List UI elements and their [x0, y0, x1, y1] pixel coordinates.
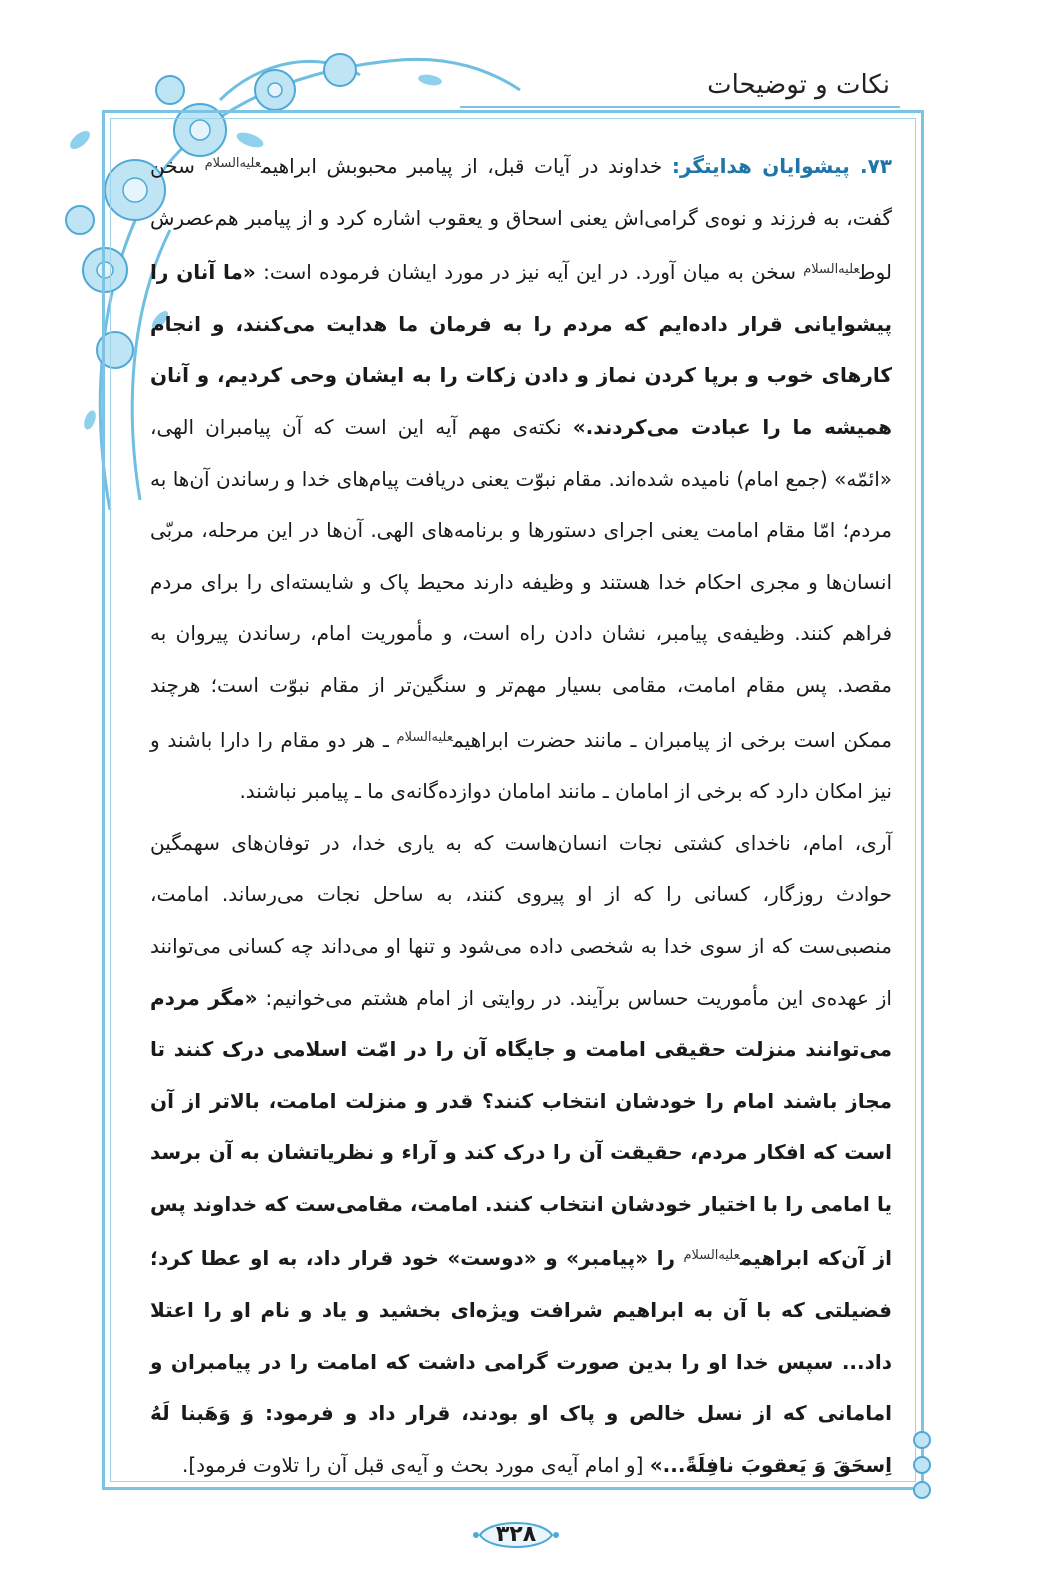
honorific-mark: علیه‌السلام [803, 262, 860, 278]
hadith-quote: «مگر مردم می‌توانند منزلت حقیقی امامت و جایگاه آن را در امّت اسلامی درک کنند تا مجاز باشند امام را خودشان انتخاب کنند؟ قدر و منزلت امامت، بالاتر از آن است که افکار مردم، حقیقت آن را درک کند و آراء و نظریاتشان به آن برسد یا امامی را با اختیار خودشان انتخاب کنند. امامت، مقامی‌ست که خداوند پس از آن‌که ابراهیم [150, 985, 892, 1271]
text-run: نکته‌ی مهم آیه این است که آن پیامبران الهی، «ائمّه» (جمع امام) نامیده شده‌اند. مقام نبوّت یعنی دریافت پیام‌های خدا و رساندن آن‌ها به مردم؛ امّا مقام امامت یعنی اجرای دستورها و برنامه‌های الهی. آن‌ها در این مرحله، مربّی انسان‌ها و مجری احکام خدا هستند و وظیفه دارند محیط پاک و شایسته‌ای را برای مردم فراهم کنند. وظیفه‌ی پیامبر، نشان دادن راه است، و مأموریت امام، رساندن پیروان به مقصد. پس مقام امامت، مقامی بسیار مهم‌تر و سنگین‌تر از مقام نبوّت است؛ هرچند ممکن است برخی از پیامبران ـ مانند حضرت ابراهیم [150, 414, 892, 752]
honorific-mark: علیه‌السلام [396, 729, 453, 745]
text-run: سخن به میان آورد. در این آیه نیز در مورد ایشان فرموده است: [255, 260, 804, 285]
hadith-quote: را «پیامبر» و «دوست» خود قرار داد، به او عطا کرد؛ فضیلتی که با آن به ابراهیم شرافت ویژه‌ای بخشید و یاد و نام او را اعتلا داد... سپس خدا او را بدین صورت گرامی داشت که امامت را در پیامبران و امامانی که از نسل خالص و پاک او بودند، قرار داد و فرمود: وَ وَهَبنا لَهُ اِسحَقَ وَ یَعقوبَ نافِلَةً...» [150, 1246, 892, 1477]
section-header-title: نکات و توضیحات [707, 70, 890, 100]
text-run: سخن گفت، به فرزند و نوه‌ی گرامی‌اش یعنی اسحاق و یعقوب اشاره کرد و از پیامبر هم‌عصرش لوط [150, 154, 892, 285]
page-content [150, 138, 892, 1491]
corner-ornament [900, 1420, 960, 1510]
text-run: [و امام آیه‌ی مورد بحث و آیه‌ی قبل آن را تلاوت فرمود]. [181, 1452, 650, 1477]
quran-quote: «ما آنان را پیشوایانی قرار داده‌ایم که مردم را به فرمان ما هدایت می‌کنند، و انجام کارهای خوب و برپا کردن نماز و دادن زکات را به ایشان وحی کردیم، و آنان همیشه ما را عبادت می‌کردند.» [150, 260, 892, 439]
text-run: خداوند در آیات قبل، از پیامبر محبوبش ابراهیم [261, 154, 672, 178]
honorific-mark: علیه‌السلام [204, 156, 262, 171]
paragraph-1 [150, 138, 892, 818]
page-number: ۳۲۸ [495, 1522, 537, 1547]
page-number-badge [470, 1515, 562, 1555]
text-run: ـ هر دو مقام را دارا باشند و نیز امکان دارد که برخی از امامان ـ مانند امامان دوازده‌گانه‌ی ما ـ پیامبر نباشند. [150, 727, 892, 804]
text-run: آری، امام، ناخدای کشتی نجات انسان‌هاست که به یاری خدا، در توفان‌های سهمگین حوادث روزگار، کسانی را که از او پیروی کنند، به ساحل نجات می‌رساند. امامت، منصبی‌ست که از سوی خدا به شخصی داده می‌شود و تنها او می‌داند چه کسانی می‌توانند از عهده‌ی این مأموریت حساس برآیند. در روایتی از امام هشتم می‌خوانیم: [150, 830, 892, 1010]
section-heading: ۷۳. پیشوایان هدایتگر: [671, 154, 892, 178]
honorific-mark: علیه‌السلام [683, 1248, 740, 1264]
paragraph-2 [150, 818, 892, 1492]
header-rule [460, 106, 900, 108]
